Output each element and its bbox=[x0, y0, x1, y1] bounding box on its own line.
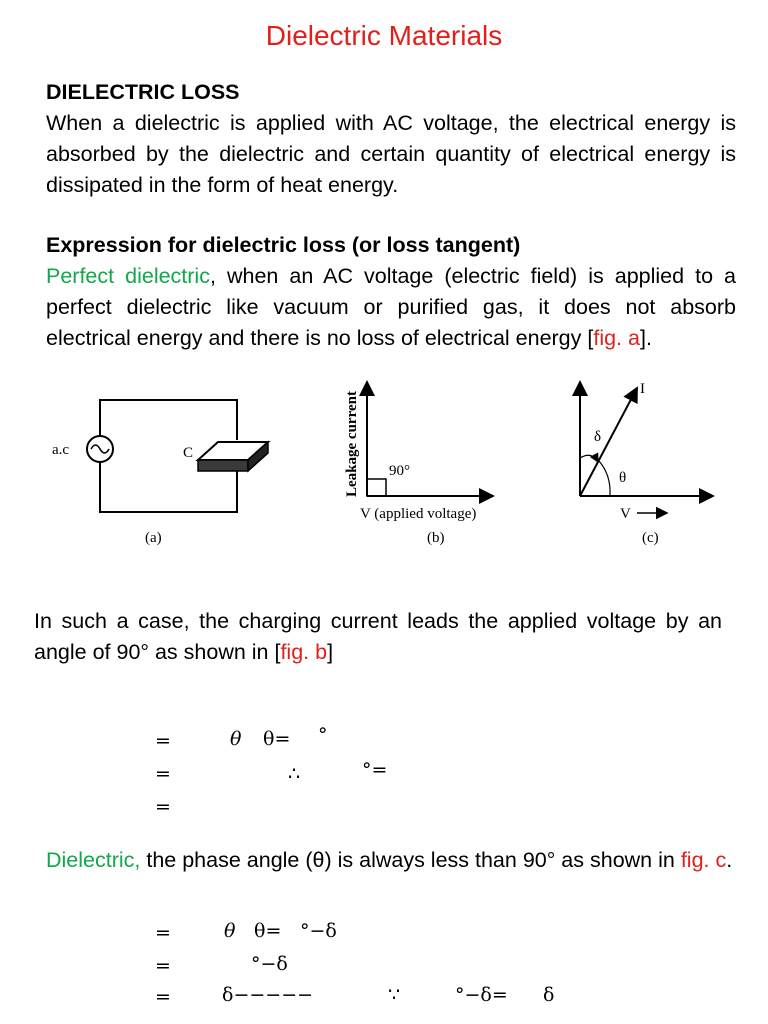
equation-5-equals: = bbox=[155, 955, 171, 977]
body-text: , when an AC voltage (electric field) is applied to a perfect dielectric like vacuum or purified gas, it does not absorb electrical energy and there is no loss of electrical energy [ bbox=[46, 264, 736, 350]
equation-1-symbol: θ= bbox=[263, 728, 291, 750]
figure-a-caption: (a) bbox=[145, 530, 162, 546]
figure-b-caption: (b) bbox=[427, 530, 445, 546]
loss-tangent-section bbox=[46, 230, 736, 354]
equation-6-symbol: δ−−−−− bbox=[222, 984, 314, 1006]
current-label: I bbox=[640, 381, 645, 397]
figure-c-caption: (c) bbox=[642, 530, 659, 546]
page-title: Dielectric Materials bbox=[265, 20, 503, 51]
body-text-end: ]. bbox=[639, 326, 652, 350]
figure-c-phasor bbox=[580, 381, 713, 546]
equation-1-symbol: ° bbox=[318, 724, 328, 746]
ac-source-icon bbox=[87, 436, 113, 462]
highlight-term: Dielectric, bbox=[46, 848, 141, 872]
x-axis-label: V (applied voltage) bbox=[360, 506, 477, 522]
highlight-term: Perfect dielectric bbox=[46, 264, 210, 288]
body-text: the phase angle (θ) is always less than 90° as shown in bbox=[140, 848, 681, 872]
equation-2-symbol: °= bbox=[362, 759, 388, 781]
voltage-label: V bbox=[620, 506, 631, 522]
y-axis-label: Leakage current bbox=[344, 391, 360, 497]
equation-3-equals: = bbox=[155, 796, 171, 818]
dielectric-paragraph bbox=[46, 845, 736, 876]
section-heading: DIELECTRIC LOSS bbox=[46, 80, 240, 104]
dielectric-figure bbox=[40, 375, 740, 555]
right-angle-marker bbox=[367, 479, 386, 496]
theta-label: θ bbox=[619, 470, 627, 486]
capacitor-icon bbox=[198, 442, 268, 471]
equation-6-symbol: °−δ= bbox=[455, 984, 508, 1006]
delta-label: δ bbox=[594, 429, 602, 445]
equation-4-equals: = bbox=[155, 922, 171, 944]
equation-4-symbol: θ= bbox=[254, 920, 282, 942]
phase-lead-paragraph bbox=[34, 606, 722, 668]
ac-source-label: a.c bbox=[52, 442, 70, 458]
equation-4-symbol: °−δ bbox=[300, 920, 337, 942]
body-text-end: . bbox=[726, 848, 733, 872]
equation-6-symbol: δ bbox=[543, 984, 555, 1006]
equation-2-equals: = bbox=[155, 763, 171, 785]
equation-2-symbol: ∴ bbox=[288, 763, 301, 785]
body-text-end: ] bbox=[327, 640, 334, 664]
equation-5-symbol: °−δ bbox=[251, 953, 288, 975]
angle-label: 90° bbox=[389, 463, 410, 479]
figure-reference: fig. c bbox=[680, 848, 727, 872]
equation-1-symbol: θ bbox=[230, 728, 242, 750]
figure-reference: fig. a bbox=[593, 326, 640, 350]
figure-b-phasor bbox=[344, 382, 493, 546]
dielectric-loss-section bbox=[46, 77, 736, 201]
equation-6-equals: = bbox=[155, 986, 171, 1008]
equation-6-symbol: ∵ bbox=[388, 984, 401, 1006]
figure-a-circuit bbox=[52, 400, 268, 546]
figure-reference: fig. b bbox=[280, 640, 328, 664]
equation-4-symbol: θ bbox=[224, 920, 236, 942]
section-heading: Expression for dielectric loss (or loss tangent) bbox=[46, 233, 521, 257]
section-body: When a dielectric is applied with AC voltage, the electrical energy is absorbed by the dielectric and certain quantity of electrical energy is dissipated in the form of heat energy. bbox=[46, 111, 736, 197]
body-text: In such a case, the charging current leads the applied voltage by an angle of 90° as shown in [ bbox=[34, 609, 722, 664]
capacitor-label: C bbox=[183, 445, 194, 461]
equation-1-equals: = bbox=[155, 730, 171, 752]
section-body bbox=[46, 261, 736, 354]
